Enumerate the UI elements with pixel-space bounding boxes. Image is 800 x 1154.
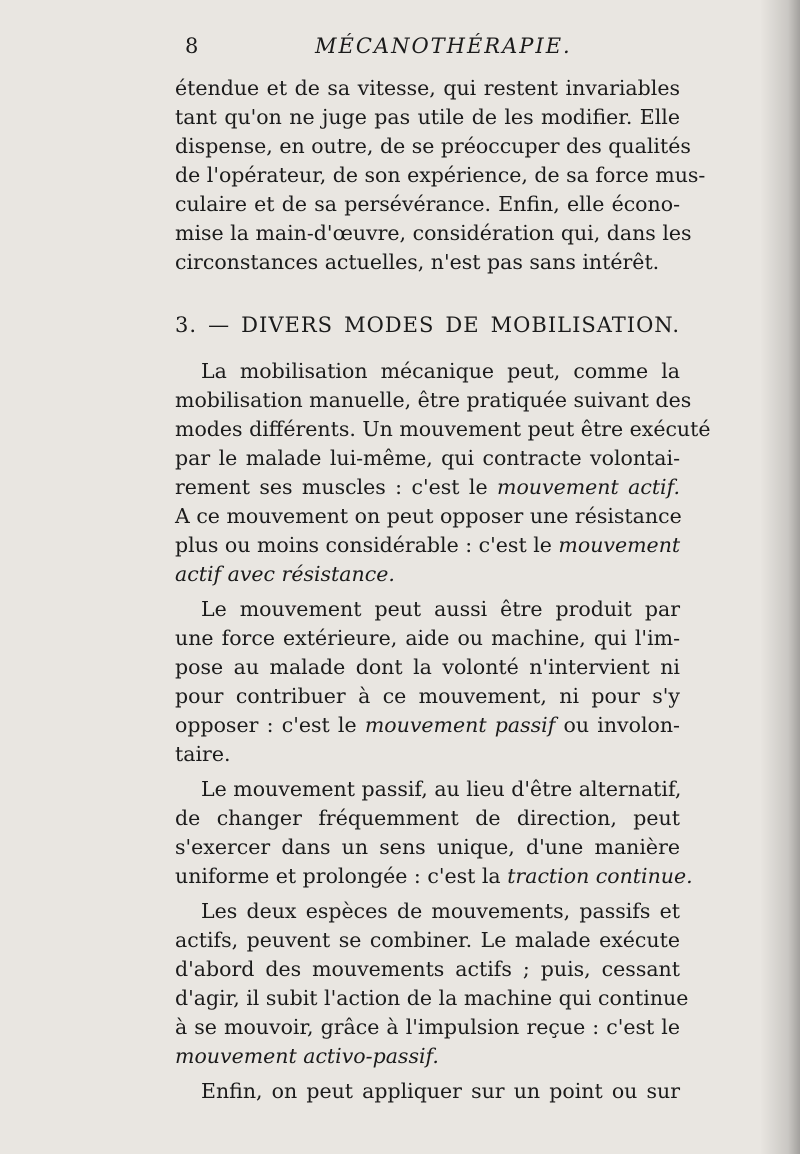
text-line: Enfin, on peut appliquer sur un point ou sur [201,1079,680,1103]
paragraph-passive [175,595,680,769]
page-number: 8 [185,34,200,58]
text-line: une force extérieure, aide ou machine, qui l'im- [175,626,680,650]
text-line: pour contribuer à ce mouvement, ni pour s'y [175,684,680,708]
text-line: A ce mouvement on peut opposer une résistance [175,504,682,528]
italic-term: mouvement [558,533,681,557]
text-line [175,711,680,740]
text-line: d'abord des mouvements actifs ; puis, cessant [175,957,680,981]
section-title: 3. — DIVERS MODES DE MOBILISATION. [175,313,680,337]
intro-paragraph [175,74,706,277]
text-line: La mobilisation mécanique peut, comme la [201,359,680,383]
text-line: Le mouvement peut aussi être produit par [201,597,680,621]
text-line: culaire et de sa persévérance. Enfin, elle écono- [175,192,680,216]
running-title: MÉCANOTHÉRAPIE. [315,34,572,58]
text-line: par le malade lui-même, qui contracte volontai- [175,446,680,470]
text-line: modes différents. Un mouvement peut être exécuté [175,417,711,441]
text-line [175,560,680,589]
italic-term: mouvement passif [364,713,556,737]
italic-term: traction continue. [507,864,693,888]
paragraph-combined [175,897,689,1071]
text-line [175,473,680,502]
italic-term: mouvement activo-passif. [175,1044,439,1068]
text-line: tant qu'on ne juge pas utile de les modifier. Elle [175,105,680,129]
italic-term: actif avec résistance. [175,562,395,586]
text-line: à se mouvoir, grâce à l'impulsion reçue : c'est le [175,1015,680,1039]
text-line: de changer fréquemment de direction, peut [175,806,680,830]
text-line: Le mouvement passif, au lieu d'être alternatif, [201,777,682,801]
paragraph-final [175,1077,680,1106]
text-run: rement ses muscles : c'est le [175,475,497,499]
paragraph-modes [175,357,711,589]
text-line: s'exercer dans un sens unique, d'une manière [175,835,680,859]
text-line: mobilisation manuelle, être pratiquée suivant des [175,388,692,412]
text-line: circonstances actuelles, n'est pas sans intérêt. [175,250,660,274]
text-line [175,531,680,560]
text-line: de l'opérateur, de son expérience, de sa force mus- [175,163,706,187]
text-line: d'agir, il subit l'action de la machine qui continue [175,986,689,1010]
text-line: Les deux espèces de mouvements, passifs et [201,899,680,923]
text-run: plus ou moins considérable : c'est le [175,533,559,557]
text-line [175,862,693,891]
italic-term: mouvement actif. [497,475,680,499]
text-run: uniforme et prolongée : c'est la [175,864,508,888]
page-content [175,28,711,1106]
text-run: ou involon- [555,713,680,737]
paragraph-traction [175,775,693,891]
text-line [175,1042,680,1071]
text-line: dispense, en outre, de se préoccuper des qualités [175,134,691,158]
page-edge-shadow [760,0,800,1154]
text-line: pose au malade dont la volonté n'intervient ni [175,655,680,679]
text-line: taire. [175,742,231,766]
text-run: opposer : c'est le [175,713,365,737]
running-header [175,28,680,74]
text-line: actifs, peuvent se combiner. Le malade exécute [175,928,680,952]
text-line: étendue et de sa vitesse, qui restent invariables [175,76,680,100]
text-line: mise la main-d'œuvre, considération qui, dans les [175,221,692,245]
